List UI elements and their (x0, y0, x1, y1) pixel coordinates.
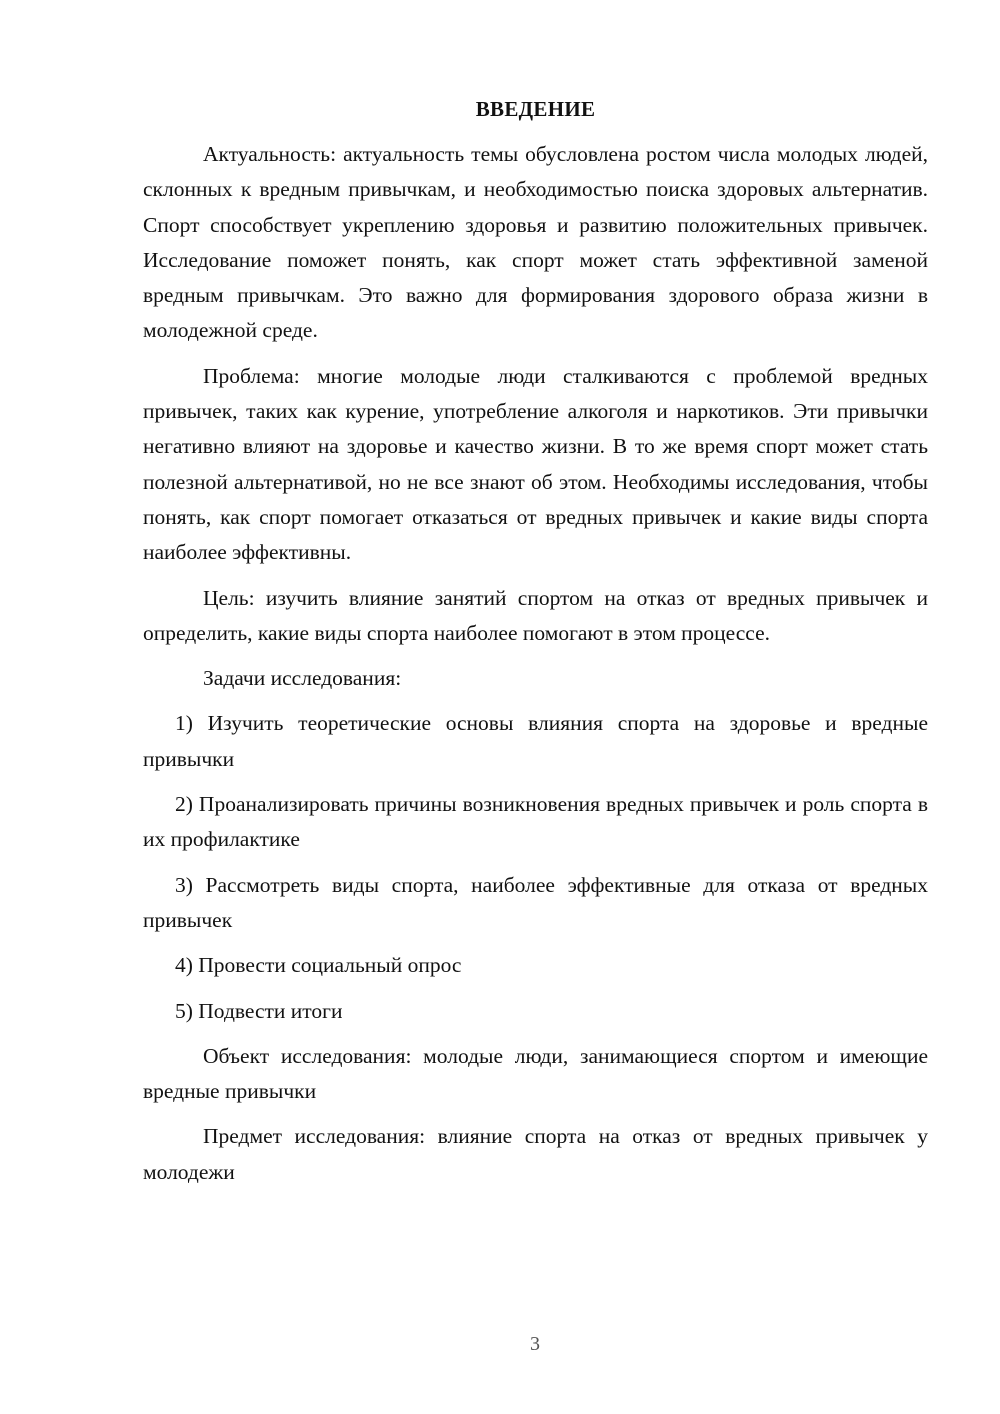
task-item-1: 1) Изучить теоретические основы влияния спорта на здоровье и вредные привычки (143, 711, 928, 771)
subject-paragraph: Предмет исследования: влияние спорта на отказ от вредных привычек у молодежи (143, 1124, 928, 1184)
document-page (143, 92, 928, 1200)
task-item-4: 4) Провести социальный опрос (175, 953, 462, 978)
goal-paragraph: Цель: изучить влияние занятий спортом на отказ от вредных привычек и определить, какие виды спорта наиболее помогают в этом процессе. (143, 585, 928, 645)
tasks-title: Задачи исследования: (203, 666, 402, 691)
relevance-paragraph: Актуальность: актуальность темы обусловлена ростом числа молодых людей, склонных к вредным привычкам, и необходимостью поиска здоровых альтернатив. Спорт способствует укреплению здоровья и развитию положительных привычек. Исследование поможет понять, как спорт может стать эффективной заменой вредным привычкам. Это важно для формирования здорового образа жизни в молодежной среде. (143, 142, 928, 343)
task-item-3: 3) Рассмотреть виды спорта, наиболее эффективные для отказа от вредных привычек (143, 872, 928, 932)
object-paragraph: Объект исследования: молодые люди, занимающиеся спортом и имеющие вредные привычки (143, 1043, 928, 1104)
task-item-2: 2) Проанализировать причины возникновения вредных привычек и роль спорта в их профилактике (143, 792, 928, 852)
section-heading: ВВЕДЕНИЕ (475, 97, 596, 121)
page-number: 3 (530, 1333, 540, 1355)
task-item-5: 5) Подвести итоги (175, 998, 343, 1023)
problem-paragraph: Проблема: многие молодые люди сталкиваются с проблемой вредных привычек, таких как курение, употребление алкоголя и наркотиков. Эти привычки негативно влияют на здоровье и качество жизни. В то же время спорт может стать полезной альтернативой, но не все знают об этом. Необходимы исследования, чтобы понять, как спорт помогает отказаться от вредных привычек и какие виды спорта наиболее эффективны. (143, 363, 928, 565)
